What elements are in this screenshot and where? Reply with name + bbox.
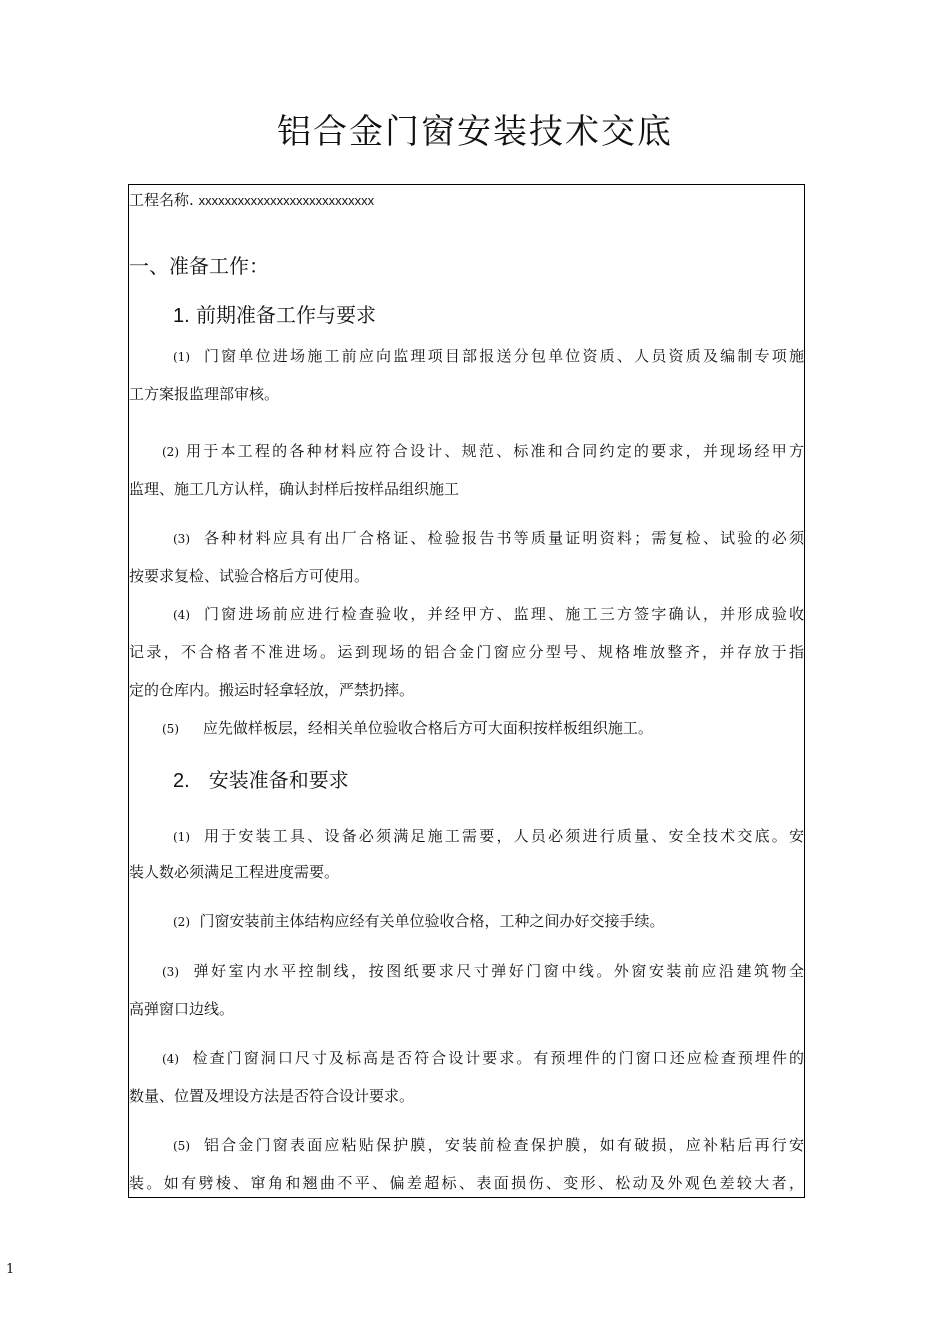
document-title: 铝合金门窗安装技术交底 bbox=[277, 112, 673, 152]
content-frame bbox=[128, 184, 805, 1198]
item-4-line-3: 定的仓库内。搬运时轻拿轻放，严禁扔摔。 bbox=[129, 681, 415, 699]
item-1-line-1: (1) 门窗单位进场施工前应向监理项目部报送分包单位资质、人员资质及编制专项施 bbox=[173, 347, 804, 365]
install-item-3-line-1: (3) 弹好室内水平控制线，按图纸要求尺寸弹好门窗中线。外窗安装前应沿建筑物全 bbox=[162, 962, 804, 980]
item-3-line-2: 按要求复检、试验合格后方可使用。 bbox=[129, 567, 370, 585]
install-item-5-line-2: 装。如有劈棱、窜角和翘曲不平、偏差超标、表面损伤、变形、松动及外观色差较大者， bbox=[129, 1174, 804, 1192]
item-4-line-2: 记录，不合格者不准进场。运到现场的铝合金门窗应分型号、规格堆放整齐，并存放于指 bbox=[129, 643, 804, 661]
item-2-line-1: (2) 用于本工程的各种材料应符合设计、规范、标准和合同约定的要求，并现场经甲方 bbox=[162, 442, 804, 460]
project-label: 工程名称. bbox=[129, 191, 194, 209]
item-3-line-1: (3) 各种材料应具有出厂合格证、检验报告书等质量证明资料；需复检、试验的必须 bbox=[173, 529, 804, 547]
install-item-1-line-2: 装人数必须满足工程进度需要。 bbox=[129, 863, 340, 881]
subheading-2: 2. 安装准备和要求 bbox=[173, 768, 349, 792]
item-2-line-2: 监理、施工几方认样，确认封样后按样品组织施工 bbox=[129, 480, 460, 498]
item-1-line-2: 工方案报监理部审核。 bbox=[129, 385, 280, 403]
install-item-4-line-1: (4) 检查门窗洞口尺寸及标高是否符合设计要求。有预埋件的门窗口还应检查预埋件的 bbox=[162, 1049, 804, 1067]
project-value: xxxxxxxxxxxxxxxxxxxxxxxxxxx bbox=[198, 193, 375, 208]
install-item-3-line-2: 高弹窗口边线。 bbox=[129, 1000, 235, 1018]
install-item-5-line-1: (5) 铝合金门窗表面应粘贴保护膜，安装前检查保护膜，如有破损，应补粘后再行安 bbox=[173, 1136, 804, 1154]
item-4-line-1: (4) 门窗进场前应进行检查验收，并经甲方、监理、施工三方签字确认，并形成验收 bbox=[173, 605, 804, 623]
install-item-4-line-2: 数量、位置及埋设方法是否符合设计要求。 bbox=[129, 1087, 415, 1105]
install-item-1-line-1: (1) 用于安装工具、设备必须满足施工需要，人员必须进行质量、安全技术交底。安 bbox=[173, 827, 804, 845]
install-item-2-line-1: (2) 门窗安装前主体结构应经有关单位验收合格，工种之间办好交接手续。 bbox=[173, 912, 665, 930]
project-name-line bbox=[129, 184, 804, 220]
page-number: 1 bbox=[6, 1262, 15, 1277]
subheading-1: 1. 前期准备工作与要求 bbox=[173, 303, 377, 327]
item-5-line-1: (5) 应先做样板层，经相关单位验收合格后方可大面积按样板组织施工。 bbox=[162, 719, 653, 737]
section-heading-preparation: 一、准备工作： bbox=[129, 254, 269, 278]
